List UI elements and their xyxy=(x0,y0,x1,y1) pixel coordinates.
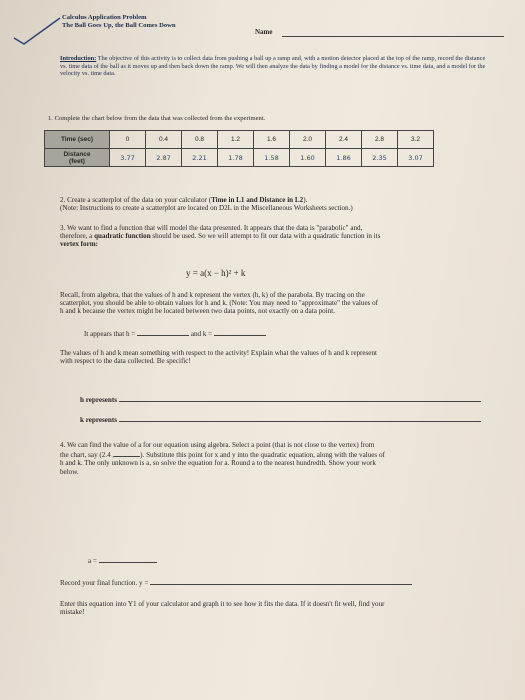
q2-text-end: ). xyxy=(303,196,308,204)
time-cell: 0 xyxy=(110,131,146,149)
distance-cell[interactable]: 1.58 xyxy=(254,149,290,167)
question-4 xyxy=(60,441,520,476)
k-equals-label: and k = xyxy=(190,330,213,338)
final-function-blank[interactable] xyxy=(150,577,412,585)
k-represents-blank[interactable] xyxy=(119,414,481,422)
k-value-blank[interactable] xyxy=(214,328,266,336)
intro-text: The objective of this activity is to collect data from pushing a ball up a ramp and, with a motion detector placed at the top of the ramp, record the distance vs. time data of the ball as it moves up and then back down the ramp. We will then analyze the data by finding a model for the distance vs. time data, and a model for the velocity vs. time data. xyxy=(60,55,486,78)
q3-line-1: 3. We want to find a function that will model the data presented. It appears that the data is "parabolic" and, xyxy=(60,224,363,232)
time-cell: 0.4 xyxy=(146,131,182,149)
q4-line-4: below. xyxy=(60,467,79,476)
h-represents-line xyxy=(80,394,510,404)
a-equals-label: a = xyxy=(88,557,97,565)
distance-cell[interactable]: 3.77 xyxy=(110,149,146,167)
question-2 xyxy=(60,196,500,212)
meaning-prompt xyxy=(60,349,515,365)
distance-cell[interactable]: 2.35 xyxy=(362,149,398,167)
time-header: Time (sec) xyxy=(45,131,110,149)
k-represents-line xyxy=(80,414,510,424)
enter-line-1: Enter this equation into Y1 of your calculator and graph it to see how it fits the data. If it doesn't fit well, find your xyxy=(60,600,385,608)
q3-text-end: should be used. So we will attempt to fit our data with a quadratic function in its xyxy=(150,232,381,241)
y-equals-label: y = xyxy=(139,579,149,587)
name-label: Name xyxy=(255,28,273,36)
recall-line-2: scatterplot, you should be able to obtain values for h and k. (Note: You may need to "approximate" the values of xyxy=(60,299,379,308)
distance-header-line-2: (feet) xyxy=(69,157,85,165)
distance-cell[interactable]: 2.87 xyxy=(146,149,182,167)
enter-equation-instructions xyxy=(60,600,520,616)
final-function-line xyxy=(60,577,520,587)
q2-bold-text: Time in L1 and Distance in L2 xyxy=(211,196,304,204)
record-label: Record your final function. xyxy=(60,579,138,587)
a-value-line xyxy=(88,555,208,565)
table-row-time xyxy=(45,131,434,149)
distance-header xyxy=(45,149,110,167)
q2-note: (Note: Instructions to create a scatterplot are located on D2L in the Miscellaneous Worksheets section.) xyxy=(60,204,353,213)
distance-cell[interactable]: 1.60 xyxy=(290,149,326,167)
enter-line-2: mistake! xyxy=(60,608,85,617)
q3-line-3 xyxy=(60,240,510,248)
vertex-form-label: vertex form: xyxy=(60,240,99,249)
distance-cell[interactable]: 1.86 xyxy=(326,149,362,167)
intro-label: Introduction: xyxy=(60,55,97,62)
h-represents-blank[interactable] xyxy=(119,394,481,402)
worksheet-title xyxy=(62,14,176,30)
q2-text: 2. Create a scatterplot of the data on your calculator ( xyxy=(60,196,212,204)
distance-cell[interactable]: 1.78 xyxy=(218,149,254,167)
h-value-blank[interactable] xyxy=(137,328,189,336)
point-y-blank[interactable] xyxy=(114,449,140,457)
time-cell: 1.6 xyxy=(254,131,290,149)
time-cell: 0.8 xyxy=(182,131,218,149)
h-equals-label: It appears that h = xyxy=(84,330,136,338)
recall-line-1: Recall, from algebra, that the values of h and k represent the vertex (h, k) of the parabola. By tracing on the xyxy=(60,291,365,299)
introduction xyxy=(60,55,490,78)
distance-cell[interactable]: 2.21 xyxy=(182,149,218,167)
distance-cell[interactable]: 3.07 xyxy=(398,149,434,167)
recall-line-3: h and k because the vertex might be located between two data points, not exactly on a data point. xyxy=(60,307,335,316)
time-cell: 2.4 xyxy=(326,131,362,149)
h-k-values-line xyxy=(84,328,384,338)
distance-header-line-1: Distance xyxy=(63,150,91,158)
time-cell: 3.2 xyxy=(398,131,434,149)
q4-point-text: the chart, say (2.4 , xyxy=(60,451,115,460)
k-represents-label: k represents xyxy=(80,416,117,424)
a-value-blank[interactable] xyxy=(99,555,157,563)
q4-line-1: 4. We can find the value of a for our equation using algebra. Select a point (that is not close to the vertex) from xyxy=(60,441,375,449)
meaning-line-1: The values of h and k mean something with respect to the activity! Explain what the values of h and k represent xyxy=(60,349,377,357)
time-cell: 2.8 xyxy=(362,131,398,149)
question-3 xyxy=(60,224,510,249)
q2-line-1 xyxy=(60,196,500,204)
title-line-2: The Ball Goes Up, the Ball Comes Down xyxy=(62,22,176,29)
title-line-1: Calculus Application Problem xyxy=(62,14,147,21)
question-1: 1. Complete the chart below from the data that was collected from the experiment. xyxy=(48,115,266,122)
table-row-distance xyxy=(45,149,434,167)
q4-text-end: ). Substitute this point for x and y into the quadratic equation, along with the values of xyxy=(140,451,385,460)
h-represents-label: h represents xyxy=(80,396,117,404)
q3-text: therefore, a xyxy=(60,232,95,241)
recall-paragraph xyxy=(60,291,515,316)
q3-bold-text: quadratic function xyxy=(94,232,151,241)
vertex-form-formula: y = a(x − h)² + k xyxy=(186,268,246,278)
time-cell: 1.2 xyxy=(218,131,254,149)
q4-line-3: h and k. The only unknown is a, so solve the equation for a. Round a to the nearest hundredth. Show your work xyxy=(60,459,376,468)
q3-line-2 xyxy=(60,232,510,240)
time-cell: 2.0 xyxy=(290,131,326,149)
q4-line-2 xyxy=(60,449,520,459)
data-table xyxy=(44,130,434,167)
meaning-line-2: with respect to the data collected. Be specific! xyxy=(60,357,191,366)
name-field-line[interactable] xyxy=(282,36,504,37)
